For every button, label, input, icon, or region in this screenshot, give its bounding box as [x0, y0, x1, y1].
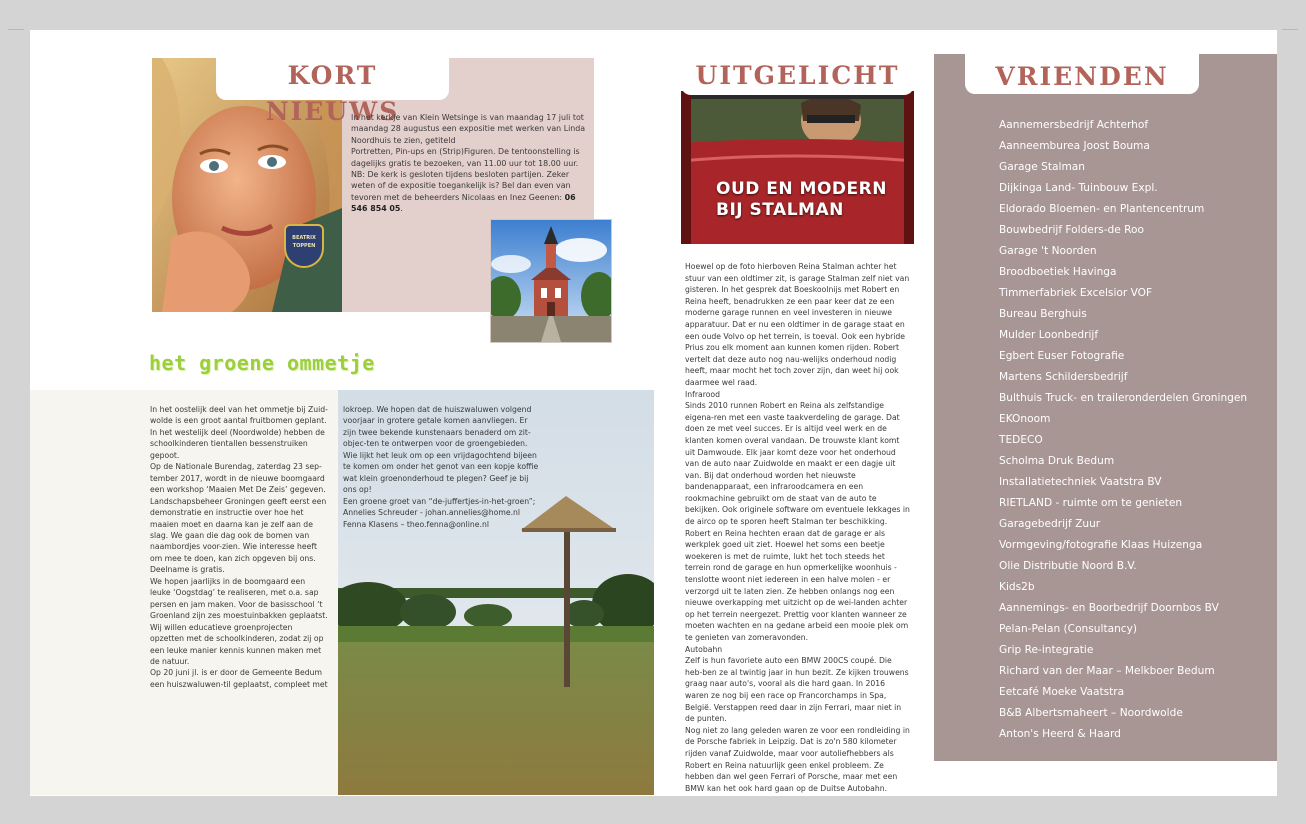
paragraph: Robert en Reina hechten eraan dat de garage er als werkplek goed uit ziet. Hoewel het soms een beetje woekeren is met de ruimte, lukt het toch steeds het terrein rond de garage en hun opmerkelijke woonhuis - tenslotte woont niet iedereen in een halve molen - er verzorgd uit te laten zien. Ze hebben onlangs nog een nieuwe overkapping met uitzicht op de wei-landen achter op het terrein neergezet. Prettig voor klanten wanneer ze moeten wachten en na gedane arbeid een mooie plek om te genieten van zomeravonden. [685, 528, 909, 642]
paragraph: Wie lijkt het leuk om op een vrijdagochtend bijeen te komen om onder het genot van een kopje koffie wat klein groenonderhoud te plegen? Geef je bij ons op! [343, 450, 539, 495]
paragraph: Op de Nationale Burendag, zaterdag 23 sep-tember 2017, wordt in de nieuwe boomgaard een workshop ‘Maaien Met De Zeis’ gegeven. Landschapsbeheer Groningen geeft eerst een demonstratie en instructie over hoe het maaien moet en daarna kan je zelf aan de slag. We gaan die dag ook de bomen van naambordjes voor-zien. Wie interesse heeft om mee te doen, kan zich opgeven bij ons. Deelname is gratis. [150, 462, 327, 575]
paragraph: Annelies Schreuder - johan.annelies@home.nl [343, 508, 521, 518]
list-item: Eetcafé Moeke Vaatstra [999, 686, 1125, 698]
paragraph: Sinds 2010 runnen Robert en Reina als zelfstandige eigena-ren met een vaste taakverdeling de garage. Dat doen ze met veel succes. Er is altijd veel werk en de klanten komen overal vandaan. De trouwste klant komt uit Damwoude. Elk jaar komt deze voor het onderhoud van de auto naar Zuidwolde en maakt er een dagje uit van. Bij dat onderhoud worden het nieuwste bandenapparaat, een infraroodcamera en een rookmachine gebruikt om de staat van de auto te bekijken. Ook originele software om eventuele lekkages in de airco op te sporen heeft Stalman ter beschikking. [685, 401, 910, 527]
list-item: Vormgeving/fotografie Klaas Huizenga [999, 539, 1203, 551]
list-item: Scholma Druk Bedum [999, 455, 1115, 467]
vrienden-section [934, 54, 1277, 761]
list-item: Anton's Heerd & Haard [999, 728, 1121, 740]
paragraph: Op 20 juni jl. is er door de Gemeente Bedum een huiszwaluwen-til geplaatst, compleet met [150, 668, 328, 689]
paragraph: Zelf is hun favoriete auto een BMW 200CS coupé. Die heb-ben ze al twintig jaar in hun bezit. Ze kijken trouwens graag naar auto's, vooral als die hard gaan. In 2016 waren ze nog bij een race op Francorchamps in Spa, België. Verstappen reed daar in zijn Ferrari, maar niet in de punten. [685, 656, 909, 724]
paragraph: Portretten, Pin-ups en (Strip)Figuren. De tentoonstelling is dagelijks gratis te bezoeken, van 11.00 uur tot 18.00 uur. [351, 147, 580, 168]
list-item: Garagebedrijf Zuur [999, 518, 1101, 530]
list-item: Aanneemburea Joost Bouma [999, 140, 1150, 152]
vrienden-list [999, 115, 1274, 745]
subheading: Autobahn [685, 644, 723, 654]
list-item: Richard van der Maar – Melkboer Bedum [999, 665, 1215, 677]
list-item: Olie Distributie Noord B.V. [999, 560, 1137, 572]
photo-title-line2: BIJ STALMAN [716, 200, 844, 220]
paragraph-text: NB: De kerk is gesloten tijdens besloten partijen. Zeker weten of de expositie toegankelijk is? Bel dan even van tevoren met de beheerders Nicolaas en Inez Geenen: [351, 170, 571, 202]
list-item: RIETLAND - ruimte om te genieten [999, 497, 1183, 509]
ommetje-column-2 [343, 404, 543, 530]
ommetje-section [30, 390, 654, 795]
badge [284, 224, 324, 268]
list-item: Martens Schildersbedrijf [999, 371, 1128, 383]
crop-mark [1282, 29, 1298, 30]
ommetje-title: het groene ommetje [149, 351, 375, 375]
vrienden-title: VRIENDEN [965, 54, 1199, 94]
paragraph: Hoewel op de foto hierboven Reina Stalman achter het stuur van een oldtimer zit, is garage Stalman zelf niet van gisteren. In het gesprek dat Boeskoolnijs met Robert en Reina heeft, benadrukken ze een paar keer dat ze een moderne garage runnen en veel investeren in nieuwe apparatuur. Dat er nu een oldtimer in de garage staat en een oude Volvo op het terrein, is toeval. Ook een hybride Prius zou elk moment aan kunnen komen rijden. Robert vertelt dat deze auto nog nau-welijks onderhoud nodig heeft, maar mocht het toch zover zijn, dan weet hij ook daarmee wel raad. [685, 262, 910, 387]
church-photo [490, 219, 612, 343]
uitgelicht-text [685, 261, 910, 794]
list-item: Grip Re-integratie [999, 644, 1094, 656]
list-item: Garage 't Noorden [999, 245, 1097, 257]
list-item: Timmerfabriek Excelsior VOF [999, 287, 1153, 299]
list-item: TEDECO [999, 434, 1043, 446]
paragraph: Fenna Klasens – theo.fenna@online.nl [343, 519, 489, 529]
list-item: Dijkinga Land- Tuinbouw Expl. [999, 182, 1158, 194]
list-item: Pelan-Pelan (Consultancy) [999, 623, 1138, 635]
photo-caption [716, 179, 887, 221]
oldtimer-photo [681, 91, 914, 244]
paragraph: In het kerkje van Klein Wetsinge is van maandag 17 juli tot maandag 28 augustus een expositie met werken van Linda Noordhuis te zien, getiteld [351, 113, 586, 145]
paragraph: Nog niet zo lang geleden waren ze voor een rondleiding in de Porsche fabriek in Leipzig. Dat is zo'n 580 kilometer rijden vanaf Zuidwolde, maar voor autoliefhebbers als Robert en Reina natuurlijk geen enkel probleem. Ze hebben dan wel geen Ferrari of Porsche, maar met een BMW kan het ook hard gaan op de Duitse Autobahn. [685, 725, 910, 793]
phone-number: 06 546 854 05 [351, 192, 576, 214]
paragraph: Een groene groet van “de-juffertjes-in-het-groen”; [343, 496, 536, 506]
kort-nieuws-title: KORT NIEUWS [216, 58, 449, 100]
paragraph: In het oostelijk deel van het ommetje bij Zuid-wolde is een groot aantal fruitbomen geplant. In het westelijk deel (Noordwolde) hebben de schoolkinderen tientallen bessenstruiken gepoot. [150, 405, 328, 460]
list-item: Eldorado Bloemen- en Plantencentrum [999, 203, 1205, 215]
magazine-spread [30, 30, 1277, 796]
list-item: Bouwbedrijf Folders-de Roo [999, 224, 1144, 236]
badge-text: TOPPEN [292, 243, 316, 249]
list-item: Garage Stalman [999, 161, 1085, 173]
paragraph: We hopen jaarlijks in de boomgaard een leuke ‘Oogstdag’ te realiseren, met o.a. sap persen en jam maken. Voor de basisschool ‘t Groenland zijn zes moestuinbakken geplaatst. Wij willen educatieve groenprojecten opzetten met de schoolkinderen, zodat zij op een leuke manier kennis kunnen maken met de natuur. [150, 576, 328, 666]
list-item: Broodboetiek Havinga [999, 266, 1117, 278]
list-item: Installatietechniek Vaatstra BV [999, 476, 1162, 488]
photo-title-line1: OUD EN MODERN [716, 179, 887, 199]
list-item: EKOnoom [999, 413, 1051, 425]
list-item: Aannemersbedrijf Achterhof [999, 119, 1149, 131]
list-item: Kids2b [999, 581, 1035, 593]
list-item: Mulder Loonbedrijf [999, 329, 1099, 341]
list-item: B&B Albertsmaheert – Noordwolde [999, 707, 1183, 719]
list-item: Bureau Berghuis [999, 308, 1087, 320]
crop-mark [8, 29, 24, 30]
badge-text: BEATRIX [292, 235, 316, 241]
subheading: Infrarood [685, 389, 720, 399]
paragraph [351, 169, 586, 215]
phone-suffix: . [400, 204, 403, 214]
ommetje-column-1 [150, 404, 328, 690]
list-item: Aannemings- en Boorbedrijf Doornbos BV [999, 602, 1219, 614]
kort-nieuws-text [351, 112, 586, 215]
paragraph: lokroep. We hopen dat de huiszwaluwen volgend voorjaar in grotere getale komen aanvliegen. Er zijn twee bekende kunstenaars benaderd om zit-objec-ten te ontwerpen voor de groengebieden. [343, 405, 532, 449]
list-item: Bulthuis Truck- en traileronderdelen Groningen [999, 392, 1248, 404]
list-item: Egbert Euser Fotografie [999, 350, 1125, 362]
uitgelicht-title: UITGELICHT [681, 58, 914, 95]
